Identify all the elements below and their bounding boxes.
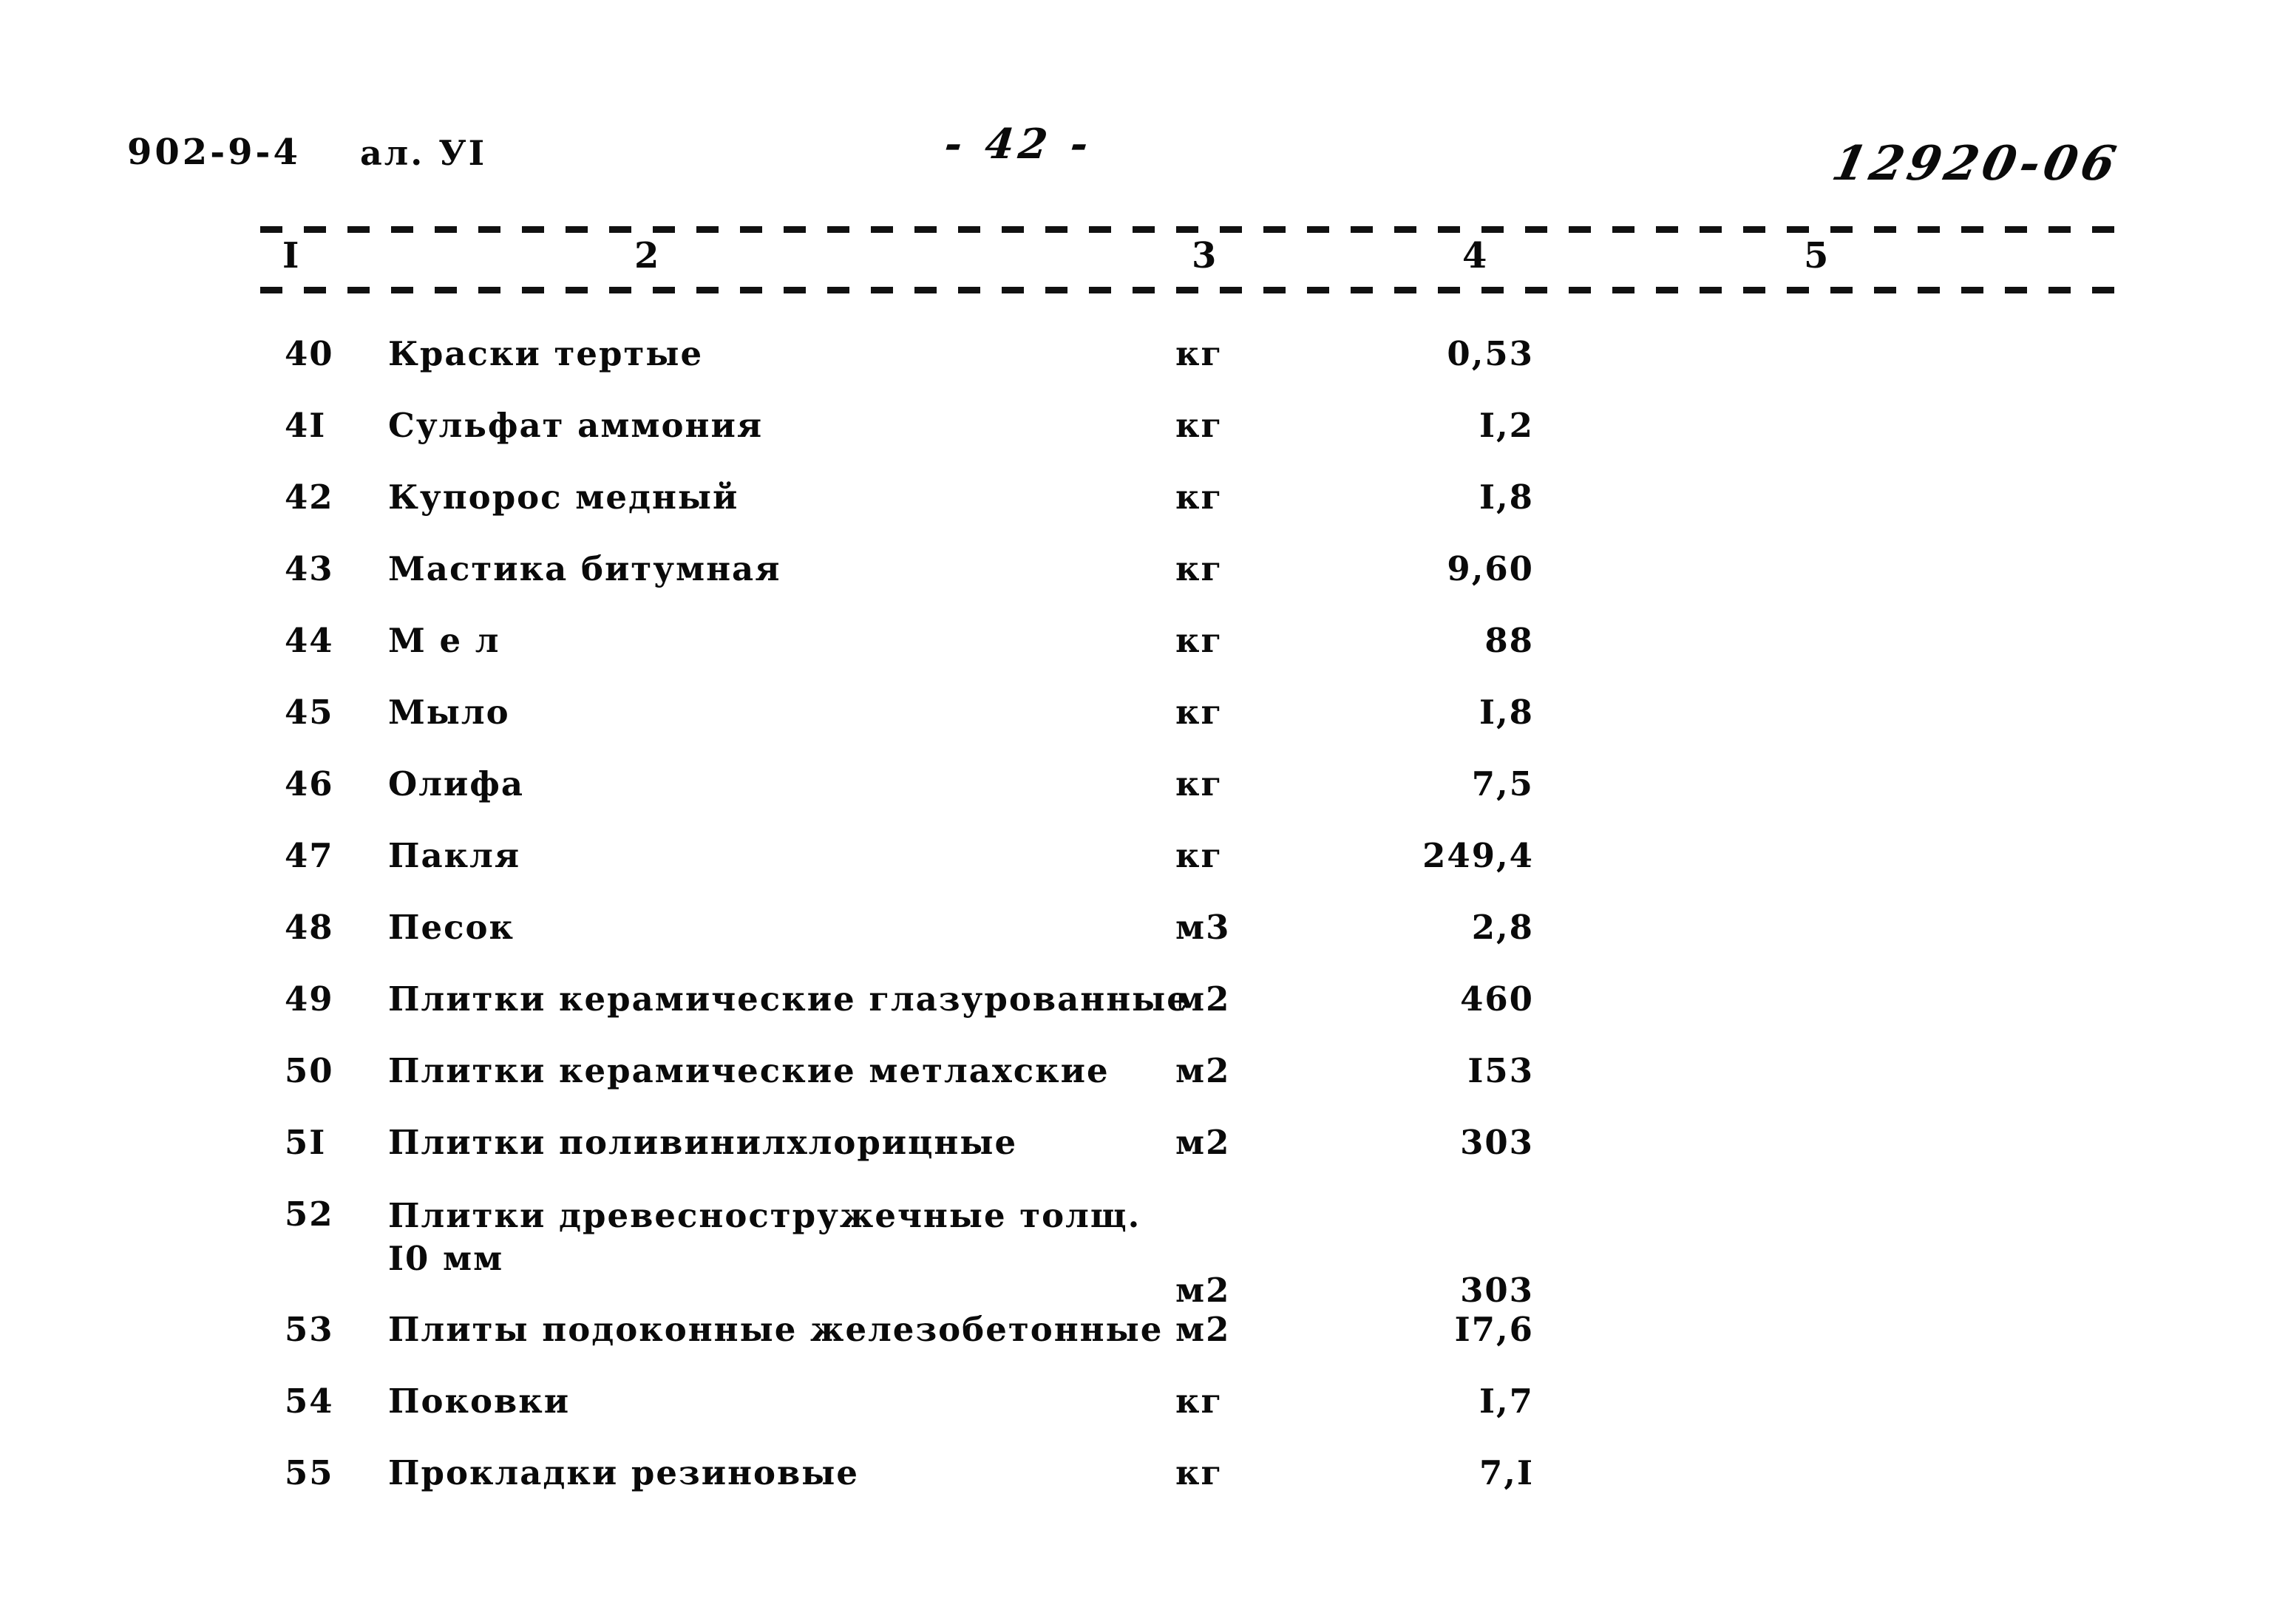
table-row <box>285 621 2288 693</box>
table-row <box>285 478 2288 549</box>
table-row <box>285 979 2288 1051</box>
table-row <box>285 1382 2288 1453</box>
material-name: Прокладки резиновые <box>388 1453 860 1492</box>
table-row <box>285 549 2288 621</box>
unit-of-measure: кг <box>1175 836 1223 875</box>
row-number: 42 <box>285 478 334 517</box>
row-number: 45 <box>285 693 334 732</box>
quantity-value: I,8 <box>1479 478 1534 517</box>
table-row <box>285 334 2288 406</box>
quantity-value: I,7 <box>1479 1382 1534 1421</box>
unit-of-measure: м2 <box>1175 1271 1231 1310</box>
column-header-5: 5 <box>1804 235 1829 276</box>
row-number: 54 <box>285 1382 334 1421</box>
table-row <box>285 1123 2288 1195</box>
unit-of-measure: кг <box>1175 1382 1223 1421</box>
row-number: 50 <box>285 1051 334 1090</box>
row-number: 46 <box>285 764 334 803</box>
row-number: 55 <box>285 1453 334 1492</box>
table-row <box>285 1195 2288 1310</box>
table-header-bottom-rule <box>260 287 2129 293</box>
quantity-value: I,8 <box>1479 693 1534 732</box>
material-name: Олифа <box>388 764 525 803</box>
material-name: Плитки керамические метлахские <box>388 1051 1110 1090</box>
quantity-value: 7,I <box>1479 1453 1534 1492</box>
unit-of-measure: м2 <box>1175 1123 1231 1162</box>
table-row <box>285 764 2288 836</box>
table-row <box>285 1051 2288 1123</box>
unit-of-measure: кг <box>1175 1453 1223 1492</box>
material-name: Мастика битумная <box>388 549 781 588</box>
quantity-value: 303 <box>1460 1123 1534 1162</box>
row-number: 43 <box>285 549 334 588</box>
table-row <box>285 693 2288 764</box>
material-name: Плитки поливинилхлорицные <box>388 1123 1018 1162</box>
material-name: Краски тертые <box>388 334 704 373</box>
material-name: Плитки керамические глазурованные <box>388 979 1189 1019</box>
material-name: Песок <box>388 908 515 947</box>
quantity-value: I,2 <box>1479 406 1534 445</box>
handwritten-stamp-number: 12920-06 <box>1827 136 2125 191</box>
material-name: Пакля <box>388 836 521 875</box>
unit-of-measure: кг <box>1175 334 1223 373</box>
quantity-value: 0,53 <box>1447 334 1534 373</box>
row-number: 47 <box>285 836 334 875</box>
table-row <box>285 1310 2288 1382</box>
sheet-label: ал. УI <box>360 133 487 173</box>
material-name: Купорос медный <box>388 478 739 517</box>
row-number: 53 <box>285 1310 334 1349</box>
table-row <box>285 908 2288 979</box>
row-number: 52 <box>285 1195 334 1234</box>
material-name: Мыло <box>388 693 510 732</box>
materials-table-body <box>0 334 2288 1525</box>
unit-of-measure: кг <box>1175 764 1223 803</box>
row-number: 5I <box>285 1123 327 1162</box>
row-number: 48 <box>285 908 334 947</box>
doc-number: 902-9-4 <box>127 132 301 173</box>
quantity-value: 303 <box>1460 1271 1534 1310</box>
quantity-value: 249,4 <box>1422 836 1534 875</box>
unit-of-measure: кг <box>1175 478 1223 517</box>
unit-of-measure: м2 <box>1175 979 1231 1019</box>
material-name: Плиты подоконные железобетонные <box>388 1310 1164 1349</box>
page-number: - 42 - <box>942 120 1095 169</box>
table-row <box>285 406 2288 478</box>
quantity-value: 9,60 <box>1447 549 1534 588</box>
unit-of-measure: кг <box>1175 621 1223 660</box>
row-number: 4I <box>285 406 327 445</box>
quantity-value: I53 <box>1467 1051 1534 1090</box>
column-header-3: 3 <box>1192 235 1217 276</box>
material-name: Поковки <box>388 1382 571 1421</box>
table-row <box>285 836 2288 908</box>
row-number: 44 <box>285 621 334 660</box>
column-header-4: 4 <box>1462 235 1487 276</box>
material-name-line-2: I0 мм <box>388 1239 504 1278</box>
quantity-value: 2,8 <box>1471 908 1534 947</box>
quantity-value: 7,5 <box>1471 764 1534 803</box>
unit-of-measure: м2 <box>1175 1051 1231 1090</box>
unit-of-measure: м3 <box>1175 908 1231 947</box>
quantity-value: 460 <box>1460 979 1534 1019</box>
table-row <box>285 1453 2288 1525</box>
unit-of-measure: кг <box>1175 406 1223 445</box>
material-name: Сульфат аммония <box>388 406 764 445</box>
column-header-2: 2 <box>634 235 659 276</box>
unit-of-measure: кг <box>1175 693 1223 732</box>
row-number: 49 <box>285 979 334 1019</box>
quantity-value: I7,6 <box>1454 1310 1534 1349</box>
quantity-value: 88 <box>1484 621 1534 660</box>
unit-of-measure: м2 <box>1175 1310 1231 1349</box>
table-header-top-rule <box>260 226 2129 233</box>
unit-of-measure: кг <box>1175 549 1223 588</box>
material-name: М е л <box>388 621 500 660</box>
row-number: 40 <box>285 334 334 373</box>
material-name <box>388 1195 1175 1280</box>
column-header-1: I <box>282 235 299 276</box>
material-name-line-1: Плитки древесностружечные толщ. <box>388 1196 1141 1235</box>
